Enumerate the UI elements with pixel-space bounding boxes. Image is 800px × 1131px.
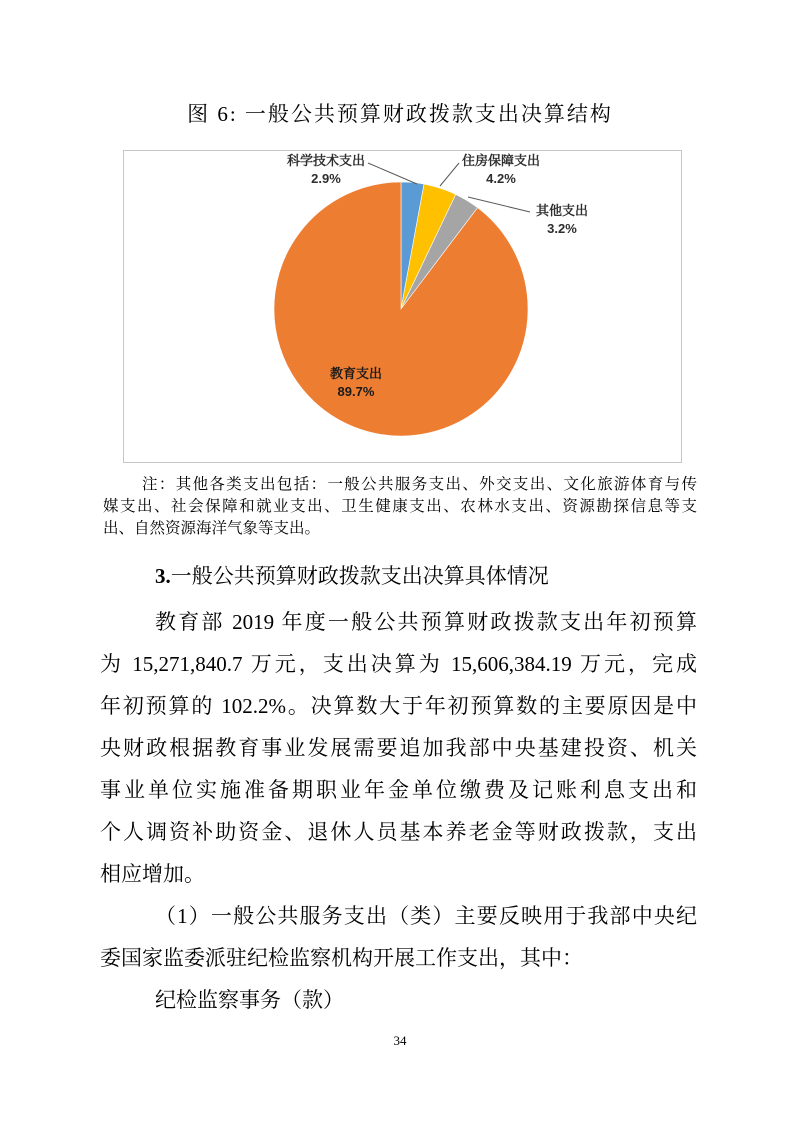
slice-label-pct: 3.2% (547, 221, 577, 236)
paragraph-budget-summary (100, 601, 697, 895)
note-line: 注：其他各类支出包括：一般公共服务支出、外交支出、文化旅游体育与传 (142, 476, 697, 493)
figure-note (103, 474, 697, 540)
body-line: 年初预算的 102.2%。决算数大于年初预算数的主要原因是中 (100, 694, 697, 718)
pie-slice-education (274, 182, 528, 436)
page-number: 34 (393, 1033, 407, 1048)
label-education-expenditure (330, 365, 382, 401)
leader-line-housing (440, 163, 459, 186)
slice-label-text: 其他支出 (535, 203, 589, 218)
slice-label-text: 科学技术支出 (286, 153, 366, 168)
slice-label-text: 住房保障支出 (461, 153, 541, 168)
slice-label-pct: 2.9% (311, 171, 341, 186)
body-line: 为 15,271,840.7 万元，支出决算为 15,606,384.19 万元，完成 (100, 652, 697, 676)
label-housing-expenditure (462, 152, 540, 188)
label-science-expenditure (287, 152, 365, 188)
figure-title: 图 6: 一般公共预算财政拨款支出决算结构 (187, 102, 613, 126)
paragraph-general-public-service (100, 895, 697, 979)
body-line: 事业单位实施准备期职业年金单位缴费及记账利息支出和 (100, 778, 697, 802)
label-other-expenditure (536, 202, 588, 238)
section-heading (100, 555, 697, 597)
pie-chart-figure (123, 150, 682, 463)
body-line: 委国家监委派驻纪检监察机构开展工作支出，其中： (100, 946, 583, 970)
body-line: 央财政根据教育事业发展需要追加我部中央基建投资、机关 (100, 736, 697, 760)
paragraph-discipline-inspection: 纪检监察事务（款） (155, 988, 344, 1012)
section-heading-text: 一般公共预算财政拨款支出决算具体情况 (170, 564, 549, 588)
slice-label-pct: 4.2% (486, 171, 516, 186)
leader-line-science (368, 163, 417, 184)
slice-label-text: 教育支出 (329, 366, 383, 381)
body-line: 教育部 2019 年度一般公共预算财政拨款支出年初预算 (155, 610, 697, 634)
body-line: （1）一般公共服务支出（类）主要反映用于我部中央纪 (155, 904, 697, 928)
note-line: 出、自然资源海洋气象等支出。 (103, 520, 321, 537)
note-line: 媒支出、社会保障和就业支出、卫生健康支出、农林水支出、资源勘探信息等支 (103, 498, 697, 515)
pie-slices (274, 182, 528, 436)
body-line: 个人调资补助资金、退休人员基本养老金等财政拨款，支出 (100, 820, 697, 844)
pie-chart-svg (124, 151, 681, 462)
body-line: 相应增加。 (100, 862, 205, 886)
slice-label-pct: 89.7% (337, 384, 375, 399)
section-heading-number: 3. (155, 564, 171, 588)
